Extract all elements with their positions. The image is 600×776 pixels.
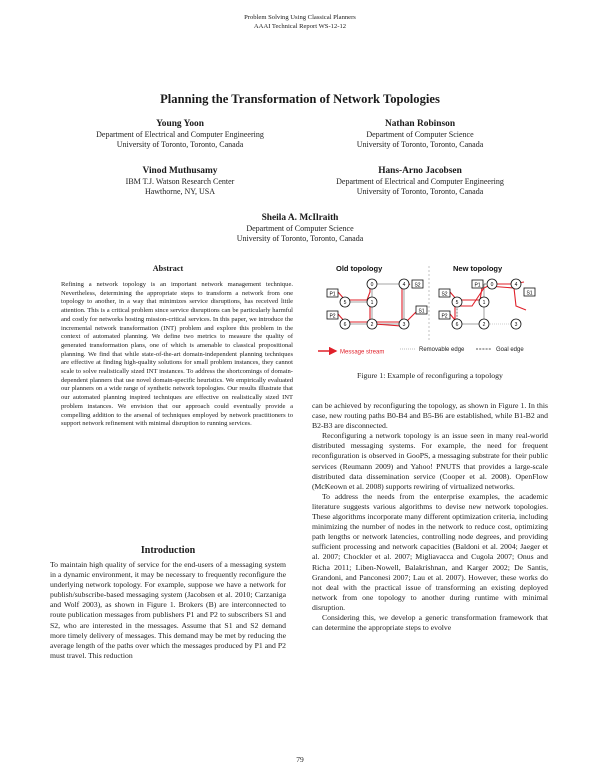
paper-title: Planning the Transformation of Network Topologies xyxy=(160,92,440,106)
introduction-body xyxy=(50,560,286,661)
node-label: P1 xyxy=(329,291,336,298)
node-label: 5 xyxy=(455,300,459,306)
author-block-4 xyxy=(300,165,540,197)
author-location: University of Toronto, Toronto, Canada xyxy=(356,187,484,197)
author-block-1 xyxy=(60,118,300,150)
abstract-heading: Abstract xyxy=(152,264,184,273)
author-affiliation: Department of Electrical and Computer Engineering xyxy=(336,177,504,186)
author-location: Hawthorne, NY, USA xyxy=(144,187,216,197)
legend-removable-label: Removable edge xyxy=(419,347,465,353)
body-paragraph: To address the needs from the enterprise examples, the academic literature suggests various algorithms to devise new network topologies. These algorithms incorporate many different optimization criteria, including minimizing the number of nodes in the network to reduce cost, optimizing path lengths or network latencies, controlling node degrees, and providing sufficient processing and network capacities (Baldoni et al. 2004; Jaeger et al. 2007; Chockler et al. 2007; Migliavacca and Cugola 2007; Onus and Richa 2011; Liben-Nowell, Balakrishnan, and Karger 2002; De Santis, Grandoni, and Panconesi 2007; Lau et al. 2007). However, these works do not deal with the practical issue of transforming an existing deployed network from one topology to another during runtime with minimal disruption. xyxy=(312,491,548,612)
author-affiliation: Department of Electrical and Computer Engineering xyxy=(96,130,264,139)
figure-legend xyxy=(318,347,524,356)
node-label: 5 xyxy=(343,300,347,306)
author-block-3 xyxy=(60,165,300,197)
author-block-5 xyxy=(180,212,420,244)
page-number: 79 xyxy=(296,755,304,764)
figure-1 xyxy=(312,262,548,370)
body-paragraph: Considering this, we develop a generic transformation framework that can determine the appropriate steps to evolve xyxy=(312,612,548,633)
node-label: S2 xyxy=(441,291,448,298)
node-label: 4 xyxy=(402,282,406,288)
abstract-body xyxy=(61,281,293,429)
running-header-line1: Problem Solving Using Classical Planners xyxy=(244,14,356,21)
node-label: 1 xyxy=(370,300,374,306)
right-column-body xyxy=(312,401,548,633)
legend-stream-label: Message stream xyxy=(340,349,385,356)
legend-goal-label: Goal edge xyxy=(496,347,524,353)
new-topology-graph xyxy=(439,279,535,329)
old-topology-label: Old topology xyxy=(336,264,383,273)
node-label: 0 xyxy=(490,282,494,288)
author-name: Hans-Arno Jacobsen xyxy=(378,166,462,176)
node-label: 0 xyxy=(370,282,374,288)
node-label: 3 xyxy=(514,322,518,328)
node-label: 2 xyxy=(370,322,374,328)
author-location: University of Toronto, Toronto, Canada xyxy=(236,234,364,244)
author-name: Vinod Muthusamy xyxy=(142,166,218,176)
node-label: P2 xyxy=(441,313,448,320)
author-name: Sheila A. McIlraith xyxy=(261,213,339,223)
author-name: Nathan Robinson xyxy=(384,119,456,129)
old-topology-graph xyxy=(327,279,427,329)
author-location: University of Toronto, Toronto, Canada xyxy=(116,140,244,150)
node-label: 2 xyxy=(482,322,486,328)
node-label: 3 xyxy=(402,322,406,328)
node-label: P1 xyxy=(474,282,481,289)
author-location: University of Toronto, Toronto, Canada xyxy=(356,140,484,150)
author-affiliation: IBM T.J. Watson Research Center xyxy=(125,177,235,186)
abstract-text: Refining a network topology is an important network management technique. Nevertheless, determining the appropriate steps to transform a network from one topology to another, in a way that minimizes service disruptions, has received little attention. This is a critical problem since service disruptions can be particularly harmful and costly for networks hosting mission-critical services. In this paper, we introduce the incremental network transformation (INT) problem and explore this problem in the context of automated planning. We define two metrics to measure the quality of generated transformation plans, one of which is amenable to classical propositional planning. We find that while state-of-the-art domain-independent planning techniques are effective at finding high-quality solutions for small problem instances, they cannot scale to solve realistically sized INT instances. To address the shortcomings of domain-dependent planners that use novel domain-specific heuristics. We empirically evaluated our planners on a wide range of synthetic network topologies. Our results illustrate that our automated planning inspired techniques are effective on realistically sized INT problem instances. We envision that our approach could eventually provide a compelling addition to the arsenal of techniques employed by network practitioners to support network refinement with minimal disruption to running services. xyxy=(61,281,293,428)
introduction-paragraph: To maintain high quality of service for the end-users of a messaging system in a dynamic environment, it may be necessary to frequently reconfigure the underlying network topology. For example, suppose we have a network for publish/subscribe-based messaging system (Jacobsen et al. 2010; Carzaniga and Wolf 2003), as shown in Figure 1. Brokers (B) are interconnected to route publication messages from publishers P1 and P2 to subscribers S1 and S2, who are interested in the messages. Assume that S1 and S2 demand more timely delivery of messages. This demand may be met by reducing the average length of the paths over which the messages produced by P1 and P2 must travel. This reduction xyxy=(50,560,286,660)
running-header-line2: AAAI Technical Report WS-12-12 xyxy=(253,22,347,30)
introduction-heading: Introduction xyxy=(140,545,196,556)
node-label: 4 xyxy=(514,282,518,288)
author-affiliation: Department of Computer Science xyxy=(246,224,354,233)
author-name: Young Yoon xyxy=(156,119,204,129)
node-label: 6 xyxy=(343,322,347,328)
body-paragraph: Reconfiguring a network topology is an issue seen in many real-world distributed messaging systems. For example, the need for frequent reconfiguration is observed in GooPS, a messaging substrate for their public services (Reumann 2009) and Yahoo! PNUTS that provides a large-scale distributed data dissemination service (Cooper et al. 2008). OpenFlow (McKeown et al. 2008) supports rewiring of virtualized networks. xyxy=(312,431,548,491)
node-label: S2 xyxy=(414,282,421,289)
topology-diagram xyxy=(312,262,548,370)
node-label: 1 xyxy=(482,300,486,306)
author-affiliation: Department of Computer Science xyxy=(366,130,474,139)
figure-caption: Figure 1: Example of reconfiguring a topology xyxy=(357,371,503,380)
node-label: S1 xyxy=(418,308,425,315)
body-paragraph: can be achieved by reconfiguring the topology, as shown in Figure 1. In this case, new routing paths B0-B4 and B5-B6 are established, while B1-B2 and B2-B3 are disconnected. xyxy=(312,401,548,431)
author-block-2 xyxy=(300,118,540,150)
new-topology-label: New topology xyxy=(453,264,503,273)
node-label: P2 xyxy=(329,313,336,320)
node-label: S1 xyxy=(526,290,533,297)
message-stream-path xyxy=(374,284,410,322)
node-label: 6 xyxy=(455,322,459,328)
